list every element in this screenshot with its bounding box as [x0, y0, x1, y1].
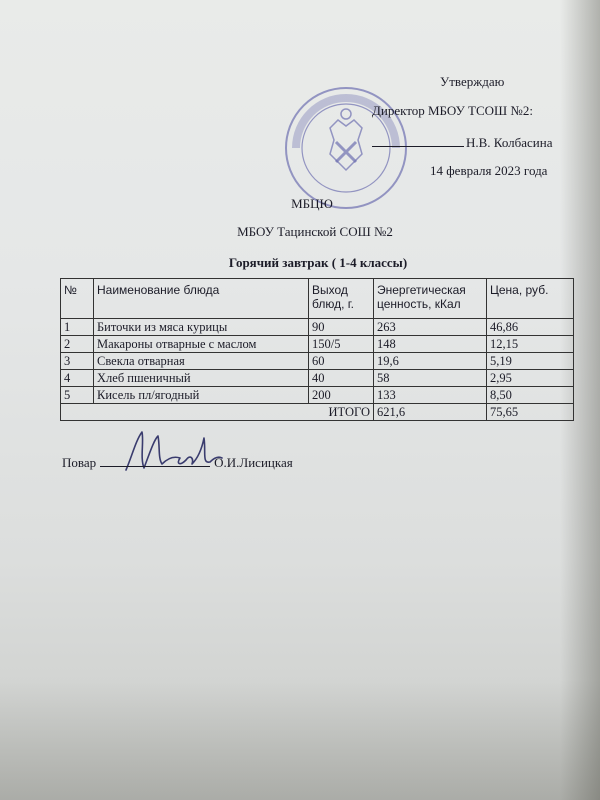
signature-line: [100, 466, 210, 467]
cell-price: 8,50: [487, 387, 574, 404]
cell-yield: 200: [309, 387, 374, 404]
menu-title: Горячий завтрак ( 1-4 классы): [228, 255, 408, 270]
cook-role: Повар: [62, 455, 97, 470]
cell-yield: 60: [309, 353, 374, 370]
cell-name: Биточки из мяса курицы: [94, 319, 309, 336]
cell-price: 2,95: [487, 370, 574, 387]
cell-price: 5,19: [487, 353, 574, 370]
cell-num: 1: [61, 319, 94, 336]
total-price: 75,65: [487, 404, 574, 421]
cook-name: О.И.Лисицкая: [214, 455, 293, 470]
cell-energy: 148: [374, 336, 487, 353]
cell-num: 3: [61, 353, 94, 370]
cell-num: 4: [61, 370, 94, 387]
cell-price: 12,15: [487, 336, 574, 353]
total-energy: 621,6: [374, 404, 487, 421]
signature-line: [372, 146, 464, 147]
cell-num: 5: [61, 387, 94, 404]
org-short-name: МБЦЮ: [291, 196, 333, 211]
cell-name: Макароны отварные с маслом: [94, 336, 309, 353]
header-yield: Выход блюд, г.: [309, 279, 374, 319]
table-row: [61, 370, 574, 387]
org-full-name: МБОУ Тацинской СОШ №2: [237, 224, 393, 239]
page-shadow-bottom: [0, 680, 600, 800]
cell-yield: 90: [309, 319, 374, 336]
cell-energy: 133: [374, 387, 487, 404]
header-name: Наименование блюда: [94, 279, 309, 319]
cell-energy: 19,6: [374, 353, 487, 370]
approval-signatory: Н.В. Колбасина: [466, 135, 553, 150]
total-label: ИТОГО: [61, 404, 374, 421]
cell-energy: 58: [374, 370, 487, 387]
header-energy: Энергетическая ценность, кКал: [374, 279, 487, 319]
table-row: [61, 336, 574, 353]
approval-date: 14 февраля 2023 года: [430, 163, 548, 178]
cell-num: 2: [61, 336, 94, 353]
cell-yield: 150/5: [309, 336, 374, 353]
header-price: Цена, руб.: [487, 279, 574, 319]
approval-signature-line: [372, 135, 553, 151]
cell-energy: 263: [374, 319, 487, 336]
table-row: [61, 387, 574, 404]
cell-name: Свекла отварная: [94, 353, 309, 370]
approval-director: Директор МБОУ ТСОШ №2:: [372, 103, 533, 118]
cell-yield: 40: [309, 370, 374, 387]
cook-signature-block: [62, 455, 293, 471]
cell-price: 46,86: [487, 319, 574, 336]
table-row: [61, 353, 574, 370]
header-num: №: [61, 279, 94, 319]
cell-name: Хлеб пшеничный: [94, 370, 309, 387]
table-row: [61, 319, 574, 336]
approval-title: Утверждаю: [440, 74, 505, 89]
menu-table: [60, 278, 574, 421]
cell-name: Кисель пл/ягодный: [94, 387, 309, 404]
table-header-row: [61, 279, 574, 319]
